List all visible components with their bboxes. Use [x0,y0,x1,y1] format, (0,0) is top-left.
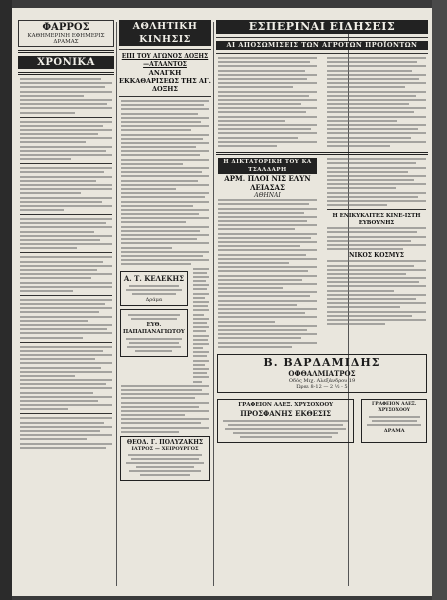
scan-edge-left [0,0,12,600]
column-rule [213,22,214,586]
ad-side-office-title: ΓΡΑΦΕΙΟΝ ΑΛΕΞ. ΧΡΥΣΟΧΟΟΥ [372,401,417,413]
ads-row [119,268,211,385]
column-rule [116,22,117,586]
ad-vardamidis-hours: Ώραι 8-12 — 2 ½ - 5 [296,383,348,390]
ad-kelekis-title: Α. Τ. ΚΕΛΕΚΗΣ [123,273,185,283]
masthead-name: ΦΑΡΡΟΣ [42,22,90,33]
sports-banner: ΑΘΛΗΤΙΚΗ ΚΙΝΗΣΙΣ [119,20,211,46]
newspaper-page [12,8,432,596]
dictatorship-headline: ΑΡΜ. ΠΛΟΙ ΝΙΣ ΕΛΥΝ ΛΕΙΑΣΑΣ [224,174,311,193]
bottom-boxes [216,396,428,446]
dictatorship-article [216,158,319,350]
sports-text [119,100,211,265]
column-chronika [18,20,114,588]
ad-office-exhibition [217,399,354,443]
ad-kelekis [120,271,188,306]
ad-side-office-city: ΔΡΑΜΑ [383,427,405,434]
side-articles [325,158,428,350]
section-title: ΧΡΟΝΙΚΑ [18,56,114,69]
evening-news-left [216,57,319,149]
ad-vardamidis-name: Β. ΒΑΡΔΑΜΙΔΗΣ [263,355,381,369]
ad-office-title: ΓΡΑΦΕΙΟΝ ΑΛΕΞ. ΧΡΥΣΟΧΟΟΥ [238,401,334,408]
ad-papapanagiotou-title: ΕΥΘ. ΠΑΠΑΠΑΝΑΓΙΩΤΟΥ [123,321,185,335]
ad-kelekis-place: Δράμα [145,296,163,303]
ad-polyzakis [120,436,210,481]
evening-news-middle [216,158,428,350]
chronika-text [18,78,114,449]
ad-papapanagiotou [120,309,188,357]
scan-edge-right [432,0,447,600]
ad-vardamidis [217,354,427,393]
sports-text-lower [119,385,211,433]
ad-side-office [361,399,427,443]
sports-headline: ΑΝΑΓΚΗ ΕΚΚΑΘΑΡΙΣΕΩΣ ΤΗΣ ΑΓ. ΔΟΞΗΣ [119,69,211,93]
side-headline: Η ΕΝΙΚΥΚΛΙΤΕΣ ΚΙΝΕ-ΙΣΤΗ ΕΥΒΟΥΝΗΣ [332,213,421,227]
ad-vardamidis-title: ΟΦΘΑΛΜΙΑΤΡΟΣ [288,368,356,378]
ad-polyzakis-line: ΙΑΤΡΟΣ — ΧΕΙΡΟΥΡΓΟΣ [131,445,199,452]
dictatorship-banner: Η ΔΙΚΤΑΤΟΡΙΚΗ ΤΟΥ ΚΑ ΤΣΑΛΔΑΡΗ [218,158,317,174]
sports-text-continued [191,268,211,385]
side-name: ΝΙΚΟΣ ΚΟΣΜΥΣ [349,252,404,260]
evening-news-body [216,57,428,149]
masthead-subtitle: ΚΑΘΗΜΕΡΙΝΗ ΕΦΗΜΕΡΙΣ ΔΡΑΜΑΣ [27,33,105,45]
evening-news-subbanner: ΑΙ ΑΠΟΣΩΜΙΣΕΙΣ ΤΩΝ ΑΓΡΟΤΩΝ ΠΡΟΪΟΝΤΩΝ [216,41,428,50]
ad-polyzakis-title: ΘΕΟΔ. Γ. ΠΟΛΥΖΑΚΗΣ [126,438,204,446]
dictatorship-city: ΑΘΗΝΑΙ [254,192,281,200]
ads-stack [119,268,189,385]
sports-subbanner: ΕΠΙ ΤΟΥ ΑΓΩΝΟΣ ΔΟΞΗΣ—ΑΤΛΑΝΤΟΣ [121,53,209,68]
column-sports [119,20,211,588]
evening-news-right [325,57,428,149]
ad-vardamidis-address: Οδός Μιχ. Αλεξάνδρου 19 [288,377,356,384]
masthead [18,20,114,47]
ad-office-sub: ΠΡΟΣΦΑΝΗΣ ΕΚΘΕΣΙΣ [240,408,332,418]
evening-news-banner: ΕΣΠΕΡΙΝΑΙ ΕΙΔΗΣΕΙΣ [216,20,428,34]
column-evening-news [216,20,428,588]
